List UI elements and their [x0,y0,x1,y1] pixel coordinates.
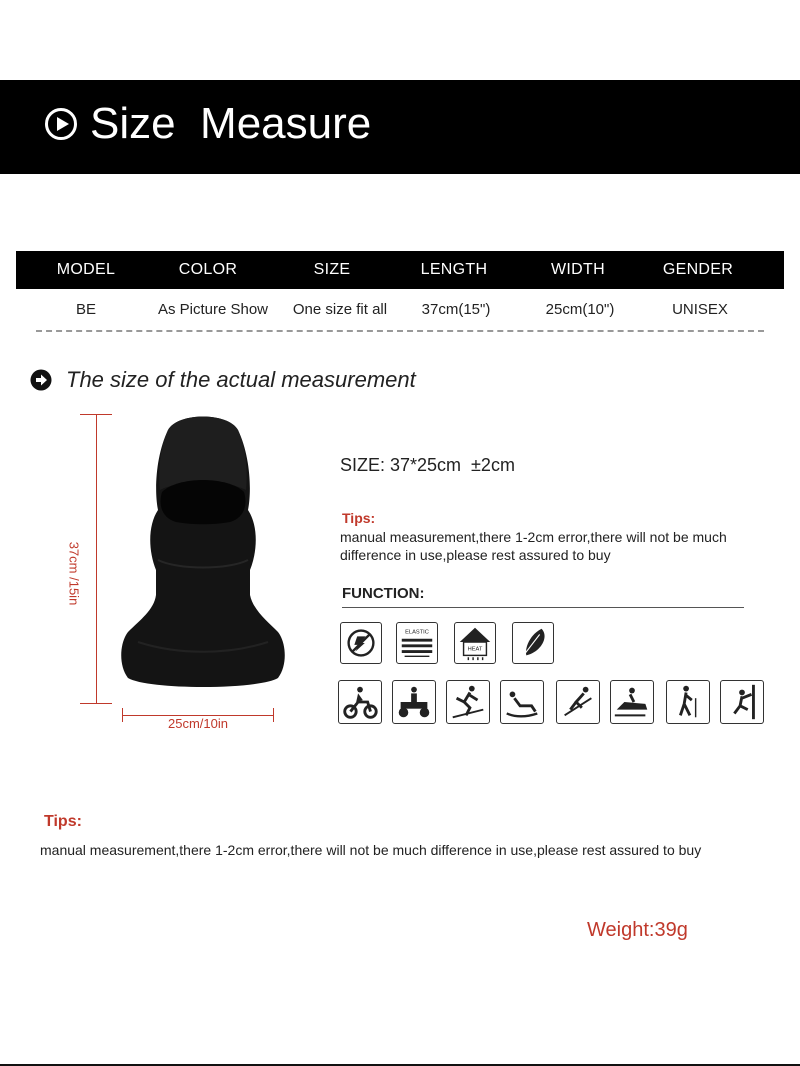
dimension-cap [273,708,274,722]
col-header-color: COLOR [178,261,238,278]
cell-color: As Picture Show [157,301,269,318]
height-dimension-label: 37cm /15in [66,541,82,606]
play-circle-icon [44,107,78,141]
balaclava-image [118,410,288,690]
arrow-right-circle-icon [30,369,52,391]
atv-icon [392,680,436,724]
downhill-ski-icon [556,680,600,724]
size-spec: SIZE: 37*25cm ±2cm [340,455,515,475]
windproof-icon [340,622,382,664]
page-title: Size Measure [90,99,372,148]
height-dimension-line [96,415,97,703]
elastic-icon [396,622,438,664]
col-header-length: LENGTH [420,261,488,278]
col-header-gender: GENDER [662,261,734,278]
bottom-tips-label: Tips: [44,813,82,830]
climbing-icon [720,680,764,724]
divider [36,330,764,332]
cell-length: 37cm(15") [421,301,491,318]
svg-text:HEAT: HEAT [467,646,483,653]
section-title: The size of the actual measurement [66,367,416,392]
col-header-model: MODEL [56,261,116,278]
cell-width: 25cm(10") [545,301,615,318]
feather-light-icon [512,622,554,664]
function-title: FUNCTION: [342,585,425,602]
tips-label: Tips: [342,510,376,526]
col-header-width: WIDTH [551,261,605,278]
spec-table-row [16,292,784,328]
snowmobile-icon [610,680,654,724]
col-header-size: SIZE [313,261,351,278]
weight-label: Weight:39g [587,919,688,941]
hiking-icon [666,680,710,724]
function-underline [342,607,744,608]
tips-text: manual measurement,there 1-2cm error,there will not be much difference in use,please rest assured to buy [340,529,727,563]
svg-text:ELASTIC: ELASTIC [405,629,429,636]
spec-table-header [16,251,784,289]
heat-icon [454,622,496,664]
width-dimension-label: 25cm/10in [168,716,228,731]
cell-model: BE [75,301,96,318]
cell-gender: UNISEX [672,301,728,318]
bottom-tips-text: manual measurement,there 1-2cm error,there will not be much difference in use,please rest assured to buy [40,842,702,858]
cell-size: One size fit all [292,301,388,318]
motorcycle-icon [338,680,382,724]
dimension-cap [80,703,112,704]
skiing-icon [446,680,490,724]
sledding-icon [500,680,544,724]
